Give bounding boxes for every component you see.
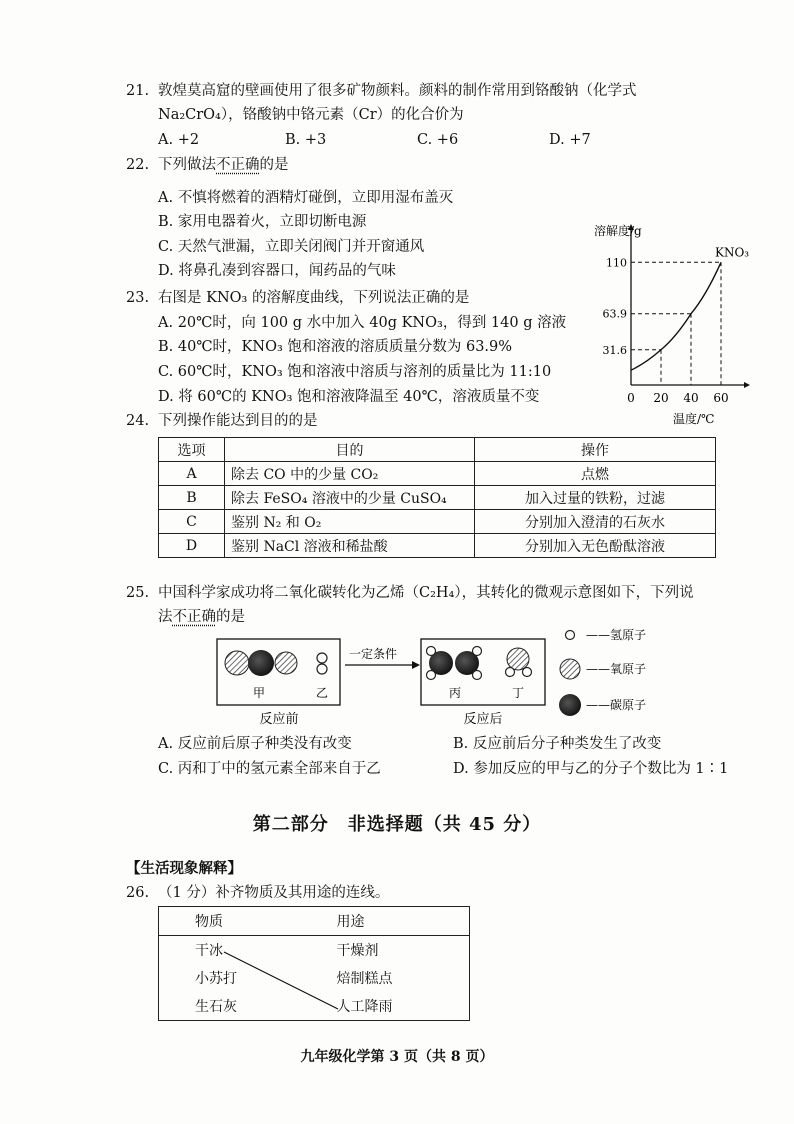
table-row xyxy=(159,486,716,510)
hydrogen-atom xyxy=(473,647,482,656)
carbon-atom xyxy=(248,650,274,676)
reaction-diagram xyxy=(215,635,775,730)
x-tick-label: 40 xyxy=(683,391,699,405)
row-operation: 点燃 xyxy=(475,462,716,486)
oxygen-atom xyxy=(225,651,249,675)
carbon-legend-icon xyxy=(559,694,581,716)
label-yi: 乙 xyxy=(315,686,329,700)
y-tick-label: 63.9 xyxy=(602,307,627,321)
use-item: 焙制糕点 xyxy=(336,971,393,987)
y-tick-label: 110 xyxy=(606,256,627,270)
row-goal: 除去 FeSO₄ 溶液中的少量 CuSO₄ xyxy=(225,486,475,510)
kno3-curve xyxy=(631,262,721,370)
q22-number: 22. xyxy=(126,157,150,173)
hydrogen-atom xyxy=(427,671,436,680)
header-goal: 目的 xyxy=(225,438,475,462)
table-row xyxy=(159,462,716,486)
use-item: 干燥剂 xyxy=(336,943,379,959)
q25-number: 25. xyxy=(126,585,150,601)
q25-option-a: A. 反应前后原子种类没有改变 xyxy=(158,736,352,752)
q21-number: 21. xyxy=(126,83,150,99)
x-tick-label: 0 xyxy=(627,391,635,405)
series-label: KNO₃ xyxy=(715,245,750,260)
label-ding: 丁 xyxy=(511,686,525,700)
q25-stem-pre: 法 xyxy=(158,609,173,625)
caption-after: 反应后 xyxy=(463,712,503,727)
q22-option-b: B. 家用电器着火，立即切断电源 xyxy=(158,214,367,230)
q22-stem-emphasis: 不正确 xyxy=(216,157,260,173)
row-goal: 鉴别 NaCl 溶液和稀盐酸 xyxy=(225,534,475,558)
hydrogen-atom xyxy=(506,668,515,677)
caption-before: 反应前 xyxy=(259,712,299,727)
x-tick-label: 20 xyxy=(653,391,669,405)
q22-option-d: D. 将鼻孔凑到容器口，闻药品的气味 xyxy=(158,263,396,279)
q23-option-d: D. 将 60℃的 KNO₃ 饱和溶液降温至 40℃，溶液质量不变 xyxy=(158,389,540,405)
legend-carbon: ——碳原子 xyxy=(586,698,647,712)
q22-stem-post: 的是 xyxy=(259,157,289,173)
arrow-label: 一定条件 xyxy=(348,647,398,661)
q23-stem: 右图是 KNO₃ 的溶解度曲线，下列说法正确的是 xyxy=(158,290,470,306)
arrow-head-icon xyxy=(412,661,420,669)
q26-stem: （1 分）补齐物质及其用途的连线。 xyxy=(158,885,390,901)
q22-stem xyxy=(158,154,289,176)
row-option: B xyxy=(159,486,225,510)
table-header-row xyxy=(159,438,716,462)
row-operation: 分别加入澄清的石灰水 xyxy=(475,510,716,534)
substance-item: 干冰 xyxy=(195,943,223,959)
part2-title: 第二部分 非选择题（共 45 分） xyxy=(252,814,542,835)
q25-stem-line1: 中国科学家成功将二氧化碳转化为乙烯（C₂H₄），其转化的微观示意图如下，下列说 xyxy=(158,585,694,601)
q25-stem-line2 xyxy=(158,606,245,628)
q24-stem: 下列操作能达到目的的是 xyxy=(158,413,318,429)
legend-hydrogen: ——氢原子 xyxy=(586,628,647,642)
y-tick-label: 31.6 xyxy=(602,343,627,357)
q23-option-c: C. 60℃时，KNO₃ 饱和溶液中溶质与溶剂的质量比为 11:10 xyxy=(158,364,552,380)
oxygen-legend-icon xyxy=(560,659,580,679)
row-goal: 除去 CO 中的少量 CO₂ xyxy=(225,462,475,486)
q21-option-d: D. +7 xyxy=(549,132,591,148)
header-use: 用途 xyxy=(336,914,365,930)
q21-option-a: A. +2 xyxy=(158,132,200,148)
row-option: A xyxy=(159,462,225,486)
q25-stem-emphasis: 不正确 xyxy=(172,609,216,625)
hydrogen-atom xyxy=(523,668,532,677)
solubility-chart xyxy=(590,215,750,430)
y-axis-label: 溶解度/g xyxy=(594,224,642,238)
row-operation: 分别加入无色酚酞溶液 xyxy=(475,534,716,558)
header-substance: 物质 xyxy=(195,914,223,930)
q22-option-a: A. 不慎将燃着的酒精灯碰倒，立即用湿布盖灭 xyxy=(158,190,454,206)
label-jia: 甲 xyxy=(252,686,266,700)
hydrogen-atom xyxy=(317,664,327,674)
q21-option-b: B. +3 xyxy=(285,132,327,148)
substance-item: 小苏打 xyxy=(195,971,237,987)
x-axis-label: 温度/℃ xyxy=(673,412,715,426)
oxygen-atom xyxy=(275,652,297,674)
header-option: 选项 xyxy=(159,438,225,462)
row-option: D xyxy=(159,534,225,558)
example-connection-line xyxy=(158,906,470,1026)
x-tick-label: 60 xyxy=(713,391,729,405)
q25-option-b: B. 反应前后分子种类发生了改变 xyxy=(453,736,662,752)
q23-option-a: A. 20℃时，向 100 g 水中加入 40g KNO₃，得到 140 g 溶液 xyxy=(158,315,567,331)
hydrogen-legend-icon xyxy=(566,631,575,640)
x-axis-arrow-icon xyxy=(744,382,750,388)
q23-number: 23. xyxy=(126,290,150,306)
header-operation: 操作 xyxy=(475,438,716,462)
q24-table xyxy=(158,437,716,558)
page-footer: 九年级化学第 3 页（共 8 页） xyxy=(300,1049,494,1065)
q22-stem-pre: 下列做法 xyxy=(158,157,216,173)
legend-oxygen: ——氧原子 xyxy=(586,662,647,676)
table-row xyxy=(159,534,716,558)
atom-legend xyxy=(558,625,668,725)
row-option: C xyxy=(159,510,225,534)
row-operation: 加入过量的铁粉，过滤 xyxy=(475,486,716,510)
section-label: 【生活现象解释】 xyxy=(126,860,242,877)
q25-stem-post: 的是 xyxy=(216,609,245,625)
q24-number: 24. xyxy=(126,413,150,429)
table-row xyxy=(159,510,716,534)
substance-item: 生石灰 xyxy=(195,999,237,1015)
q25-option-c: C. 丙和丁中的氢元素全部来自于乙 xyxy=(158,761,381,777)
hydrogen-atom xyxy=(317,653,327,663)
hydrogen-atom xyxy=(473,671,482,680)
use-item: 人工降雨 xyxy=(336,999,393,1015)
q21-stem-line1: 敦煌莫高窟的壁画使用了很多矿物颜料。颜料的制作常用到铬酸钠（化学式 xyxy=(158,83,637,99)
q21-option-c: C. +6 xyxy=(417,132,459,148)
oxygen-atom xyxy=(507,648,529,670)
q23-option-b: B. 40℃时，KNO₃ 饱和溶液的溶质质量分数为 63.9% xyxy=(158,339,513,355)
q26-number: 26. xyxy=(126,885,150,901)
row-goal: 鉴别 N₂ 和 O₂ xyxy=(225,510,475,534)
q25-option-d: D. 参加反应的甲与乙的分子个数比为 1∶1 xyxy=(453,761,729,777)
q21-stem-line2: Na₂CrO₄），铬酸钠中铬元素（Cr）的化合价为 xyxy=(158,107,464,123)
label-bing: 丙 xyxy=(448,686,462,700)
q22-option-c: C. 天然气泄漏，立即关闭阀门并开窗通风 xyxy=(158,239,425,255)
hydrogen-atom xyxy=(427,647,436,656)
